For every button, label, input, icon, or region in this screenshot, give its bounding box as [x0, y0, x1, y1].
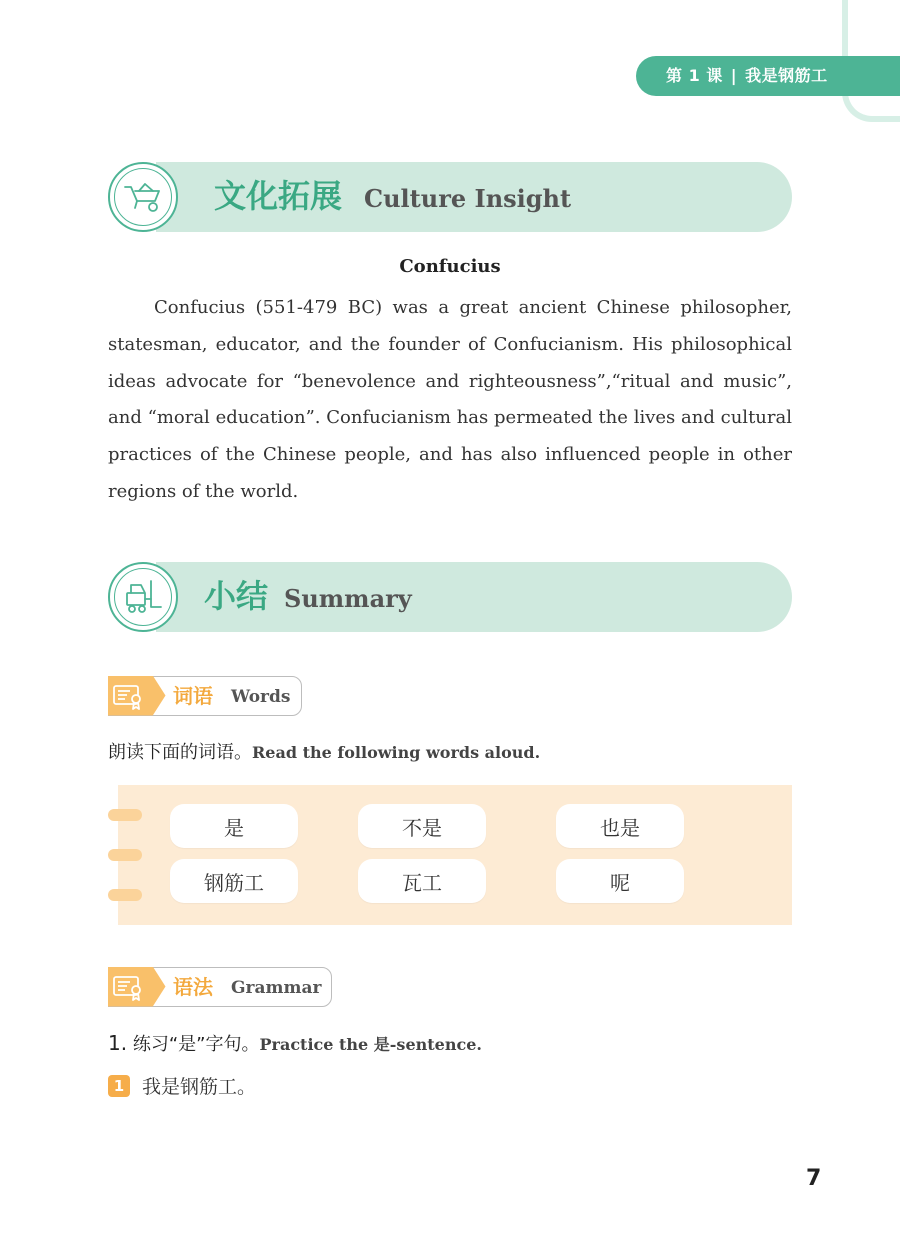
summary-banner	[108, 562, 792, 632]
panel-ring	[108, 889, 142, 901]
wheelbarrow-icon	[123, 181, 163, 213]
culture-insight-banner	[108, 162, 792, 232]
page-number: 7	[806, 1166, 822, 1191]
tag-icon-box	[108, 967, 166, 1007]
grammar-item-number: 1.	[108, 1031, 128, 1055]
words-tag-en: Words	[231, 687, 291, 707]
word-card: 钢筋工	[170, 859, 298, 903]
summary-title-en: Summary	[284, 584, 412, 613]
lesson-header-tab	[636, 56, 900, 96]
example-sentence: 我是钢筋工。	[142, 1076, 257, 1098]
grammar-tag	[108, 967, 332, 1007]
forklift-icon	[123, 579, 163, 615]
banner-icon-circle	[108, 162, 178, 232]
word-card: 瓦工	[358, 859, 486, 903]
tag-icon-box	[108, 676, 166, 716]
grammar-item-en: Practice the 是-sentence.	[259, 1035, 482, 1054]
instruction-zh: 朗读下面的词语。	[108, 742, 252, 763]
grammar-item-zh: 练习“是”字句。	[132, 1034, 260, 1055]
certificate-icon	[112, 682, 146, 710]
words-instruction	[108, 738, 540, 764]
panel-ring	[108, 809, 142, 821]
example-number-badge: 1	[108, 1075, 130, 1097]
grammar-tag-en: Grammar	[231, 978, 322, 998]
word-card: 是	[170, 804, 298, 848]
lesson-label: 第 1 课	[666, 66, 723, 85]
certificate-icon	[112, 973, 146, 1001]
lesson-title: 我是钢筋工	[745, 66, 828, 85]
summary-title-zh: 小结	[204, 577, 269, 615]
word-card: 也是	[556, 804, 684, 848]
grammar-example	[108, 1072, 256, 1099]
words-tag-zh: 词语	[173, 684, 213, 708]
article-title: Confucius	[399, 256, 501, 277]
grammar-item	[108, 1030, 482, 1056]
grammar-tag-zh: 语法	[173, 975, 213, 999]
words-tag	[108, 676, 302, 716]
panel-ring	[108, 849, 142, 861]
banner-icon-circle	[108, 562, 178, 632]
article-body: Confucius (551-479 BC) was a great ancient Chinese philosopher, statesman, educator, and the founder of Confucianism. His philosophical ideas advocate for “benevolence and righteousness”,“ritual and music”, and “moral education”. Confucianism has permeated the lives and cultural practices of the Chinese people, and has also influenced people in other regions of the world.	[108, 297, 792, 502]
culture-title-zh: 文化拓展	[214, 177, 343, 215]
instruction-en: Read the following words aloud.	[252, 743, 541, 762]
culture-title-en: Culture Insight	[364, 184, 572, 213]
word-card: 呢	[556, 859, 684, 903]
lesson-separator: |	[730, 66, 738, 85]
word-card: 不是	[358, 804, 486, 848]
